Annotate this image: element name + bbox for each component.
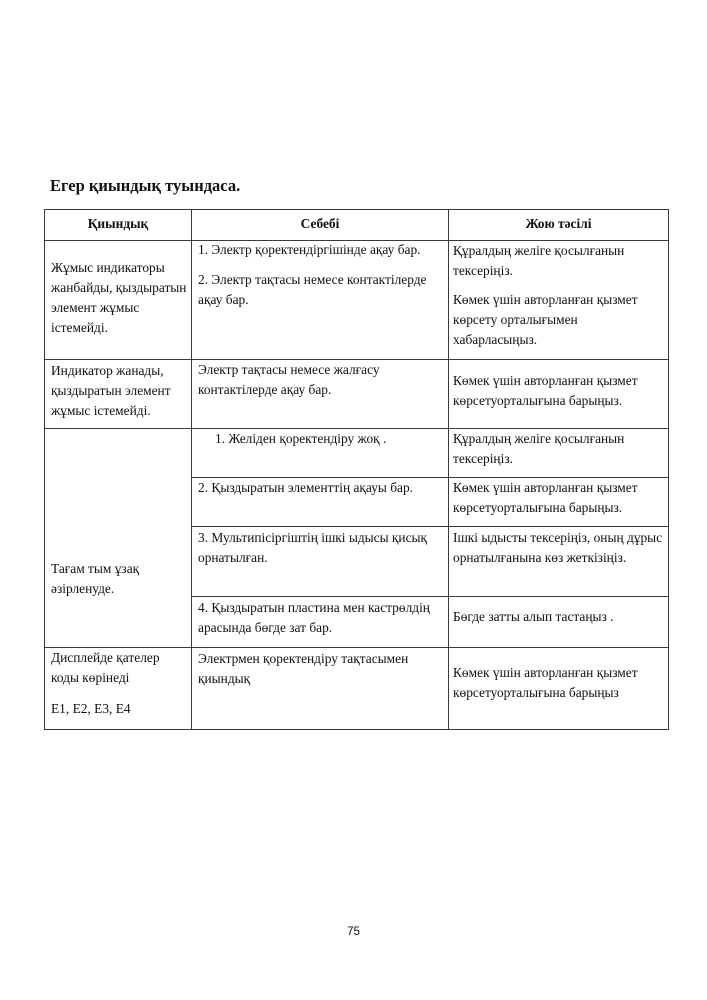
row2-cause: Электр тақтасы немесе жалғасу контактілерде ақау бар. [198, 362, 380, 397]
row2-solution: Көмек үшін авторланған қызмет көрсетуорталығына барыңыз. [453, 373, 638, 408]
row1-cause-1: 1. Электр қоректендіргішінде ақау бар. [198, 242, 421, 257]
troubleshooting-table [44, 209, 669, 730]
row1-causes [198, 240, 444, 310]
row1-solution-1: Құралдың желіге қосылғанын тексеріңіз. [453, 243, 625, 278]
header-cause: Себебі [300, 216, 340, 231]
row2-problem: Индикатор жанады, қыздыратын элемент жұмыс істемейді. [51, 363, 171, 418]
row4-error-codes: E1, E2, E3, E4 [51, 701, 131, 716]
row3-problem: Тағам тым ұзақ әзірленуде. [51, 561, 140, 596]
row1-problem: Жұмыс индикаторы жанбайды, қыздыратын элемент жұмыс істемейді. [51, 260, 187, 335]
row4-solution: Көмек үшін авторланған қызмет көрсетуорталығына барыңыз [453, 665, 638, 700]
row4-problem-text: Дисплейде қателер коды көрінеді [51, 650, 160, 685]
table-rule [191, 526, 668, 527]
table-rule [191, 596, 668, 597]
table-column-rule [191, 210, 192, 729]
page-number: 75 [347, 926, 360, 938]
row3-cause-4: 4. Қыздыратын пластина мен кастрөлдің арасында бөгде зат бар. [198, 600, 430, 635]
row1-solutions [453, 241, 665, 350]
row1-cause-2: 2. Электр тақтасы немесе контактілерде ақау бар. [198, 272, 427, 307]
row3-cause-2: 2. Қыздыратын элементтің ақауы бар. [198, 480, 414, 495]
row3-solution-1: Құралдың желіге қосылғанын тексеріңіз. [453, 431, 625, 466]
row3-cause-1: 1. Желіден қоректендіру жоқ . [215, 431, 387, 446]
section-heading: Егер қиындық туындаса. [50, 176, 241, 195]
row3-solution-2: Көмек үшін авторланған қызмет көрсетуорталығына барыңыз. [453, 480, 638, 515]
row3-solution-3: Ішкі ыдысты тексеріңіз, оның дұрыс орнатылғанына көз жеткізіңіз. [453, 530, 663, 565]
row4-cause: Электрмен қоректендіру тақтасымен қиындық [198, 651, 409, 686]
header-solution: Жою тәсілі [525, 216, 592, 231]
row1-solution-2: Көмек үшін авторланған қызмет көрсету орталығымен хабарласыңыз. [453, 292, 638, 347]
row4-problem [51, 648, 187, 719]
row3-cause-3: 3. Мультипісіргіштің ішкі ыдысы қисық орнатылған. [198, 530, 428, 565]
header-problem: Қиындық [87, 216, 149, 231]
table-column-rule [448, 210, 449, 729]
row3-solution-4: Бөгде затты алып тастаңыз . [453, 609, 614, 624]
